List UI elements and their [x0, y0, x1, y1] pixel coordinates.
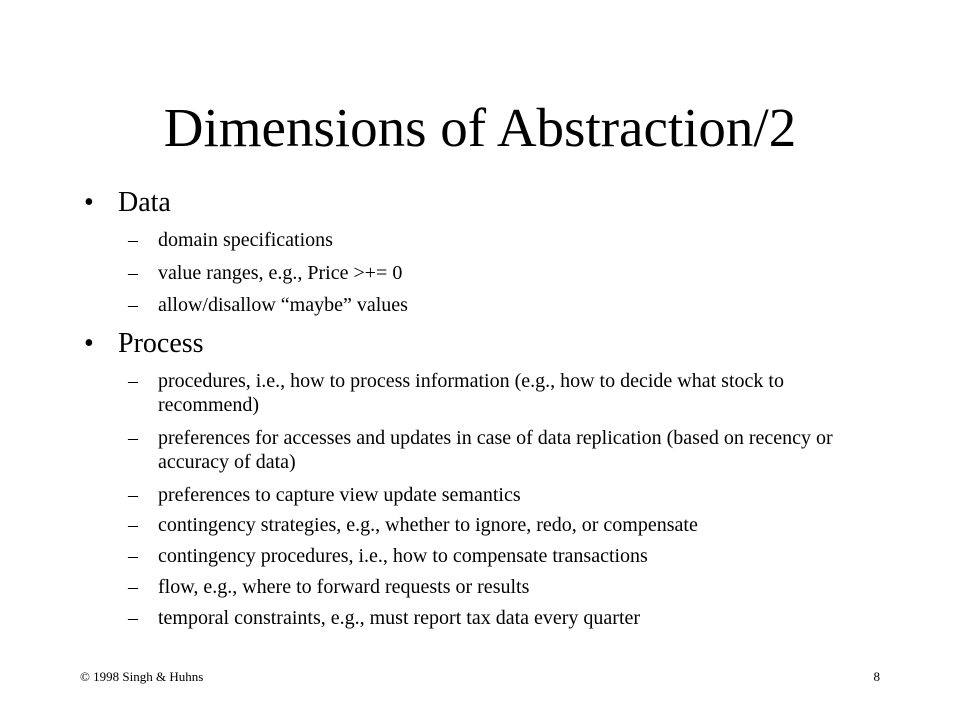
dash-icon: –: [128, 484, 138, 506]
list-item: [128, 544, 868, 568]
list-item: [128, 293, 868, 317]
list-item: [128, 513, 868, 537]
list-item: [128, 426, 868, 474]
dash-icon: –: [128, 262, 138, 284]
bullet-icon: •: [84, 187, 94, 218]
list-item: [128, 606, 868, 630]
list-item-text: preferences for accesses and updates in case of data replication (based on recency or accuracy of data): [158, 427, 833, 473]
page-title: Dimensions of Abstraction/2: [163, 97, 797, 158]
dash-icon: –: [128, 294, 138, 316]
list-item-text: value ranges, e.g., Price >+= 0: [158, 262, 403, 284]
list-item-text: preferences to capture view update semantics: [158, 484, 521, 506]
section-heading-data: Data: [118, 187, 171, 218]
dash-icon: –: [128, 229, 138, 251]
list-item-text: contingency procedures, i.e., how to compensate transactions: [158, 545, 648, 567]
dash-icon: –: [128, 427, 138, 449]
list-item: [128, 261, 868, 285]
dash-icon: –: [128, 370, 138, 392]
list-item-text: allow/disallow “maybe” values: [158, 294, 408, 316]
list-item: [128, 483, 868, 507]
list-item: [128, 575, 868, 599]
dash-icon: –: [128, 576, 138, 598]
list-item-text: flow, e.g., where to forward requests or results: [158, 576, 530, 598]
list-item-text: temporal constraints, e.g., must report tax data every quarter: [158, 607, 641, 629]
section-heading-process: Process: [118, 328, 204, 359]
list-item: [128, 369, 868, 417]
dash-icon: –: [128, 545, 138, 567]
bullet-icon: •: [84, 328, 94, 359]
page-number: 8: [873, 669, 880, 684]
list-item-text: procedures, i.e., how to process information (e.g., how to decide what stock to recommend): [158, 370, 784, 416]
list-item: [128, 228, 868, 252]
copyright-footer: © 1998 Singh & Huhns: [80, 669, 204, 684]
list-item-text: domain specifications: [158, 229, 333, 251]
dash-icon: –: [128, 607, 138, 629]
list-item-text: contingency strategies, e.g., whether to ignore, redo, or compensate: [158, 514, 698, 536]
dash-icon: –: [128, 514, 138, 536]
